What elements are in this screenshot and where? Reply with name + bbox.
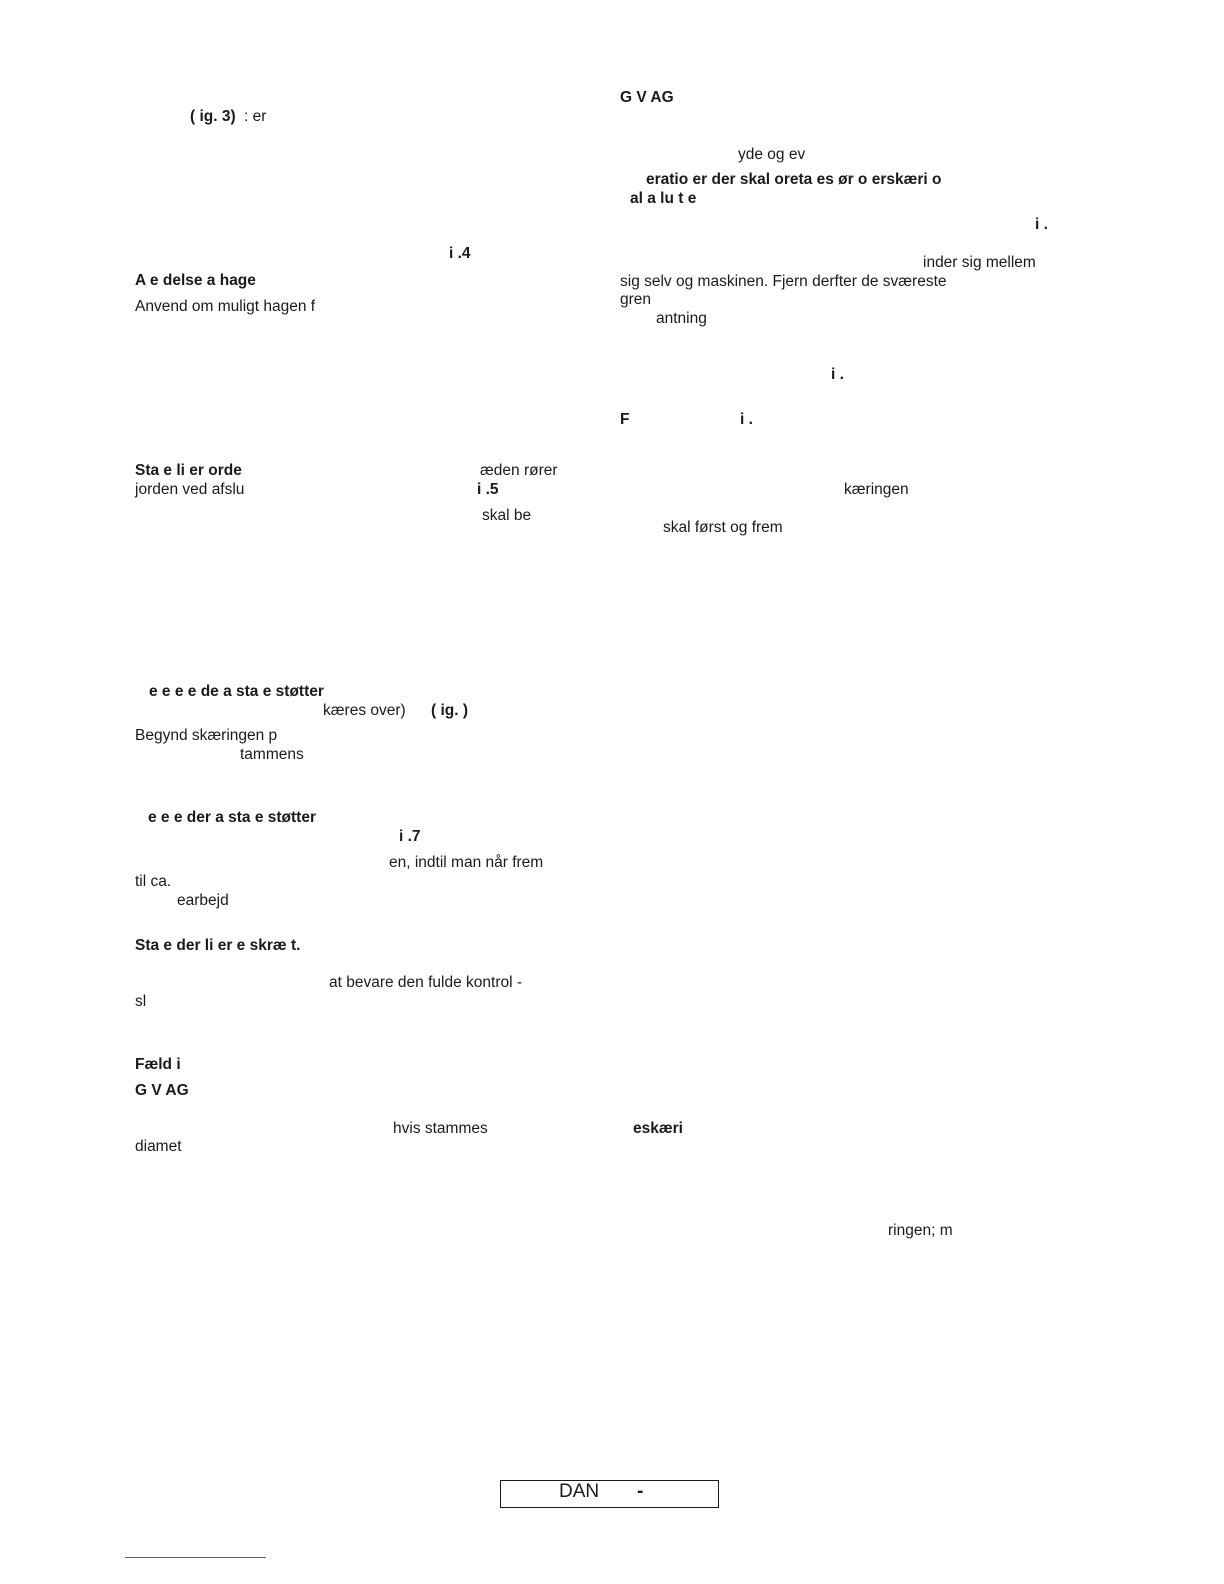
support-fig-reference: ( ig. ) (431, 702, 469, 719)
right-text-8: ringen; m (888, 1222, 953, 1239)
right-text-5: antning (656, 310, 707, 327)
edge-heading: Sta e li er orde (135, 462, 242, 479)
right-bold-line-1: eratio er der skal oreta es ør o erskæri o (646, 171, 942, 188)
support2-text-2: til ca. (135, 873, 172, 890)
link-underline (125, 1557, 266, 1558)
right-text-4: gren (620, 291, 652, 308)
right-text-3: sig selv og maskinen. Fjern derfter de sværeste (620, 273, 947, 290)
edge-text-line2: jorden ved afslu (135, 481, 245, 498)
support-text-1: Begynd skæringen p (135, 727, 278, 744)
right-text-7: skal først og frem (663, 519, 783, 536)
felling-warning-label: G V AG (135, 1082, 189, 1099)
fig5-reference: i .5 (477, 481, 499, 498)
right-fig-reference-2: i . (831, 366, 844, 383)
support2-text-3: earbejd (177, 892, 229, 909)
fig4-reference: i .4 (449, 245, 471, 262)
support2-heading: e e e der a sta e støtter (148, 809, 316, 826)
support-sub-text: kæres over) (323, 702, 406, 719)
slope-heading: Sta e der li er e skræ t. (135, 937, 301, 954)
footer-page-separator: - (637, 1481, 644, 1502)
footer-language-label: DAN (559, 1481, 600, 1502)
fig3-reference: ( ig. 3) (190, 108, 236, 125)
right-bold-line-2: al a lu t e (630, 190, 697, 207)
felling-heading: Fæld i (135, 1056, 181, 1073)
edge-text-line3: skal be (482, 507, 532, 524)
felling-text-1: hvis stammes (393, 1120, 488, 1137)
support-text-2: tammens (240, 746, 304, 763)
edge-text-right: æden rører (480, 462, 558, 479)
slope-text-2: sl (135, 993, 147, 1010)
hook-text: Anvend om muligt hagen f (135, 298, 316, 315)
fig3-text: : er (244, 108, 267, 125)
support-heading: e e e e de a sta e støtter (149, 683, 324, 700)
right-text-6: kæringen (844, 481, 909, 498)
hook-heading: A e delse a hage (135, 272, 256, 289)
support2-text-1: en, indtil man når frem (389, 854, 544, 871)
right-text-1: yde og ev (738, 146, 806, 163)
right-warning-label: G V AG (620, 89, 674, 106)
right-text-2: inder sig mellem (923, 254, 1036, 271)
footer-page-box (500, 1480, 719, 1508)
right-fig-reference-1: i . (1035, 216, 1048, 233)
right-f-label: F (620, 411, 630, 428)
fig7-reference: i .7 (399, 828, 421, 845)
felling-text-2: diamet (135, 1138, 182, 1155)
right-fig-reference-3: i . (740, 411, 753, 428)
felling-bold-text: eskæri (633, 1120, 683, 1137)
slope-text-1: at bevare den fulde kontrol - (329, 974, 523, 991)
